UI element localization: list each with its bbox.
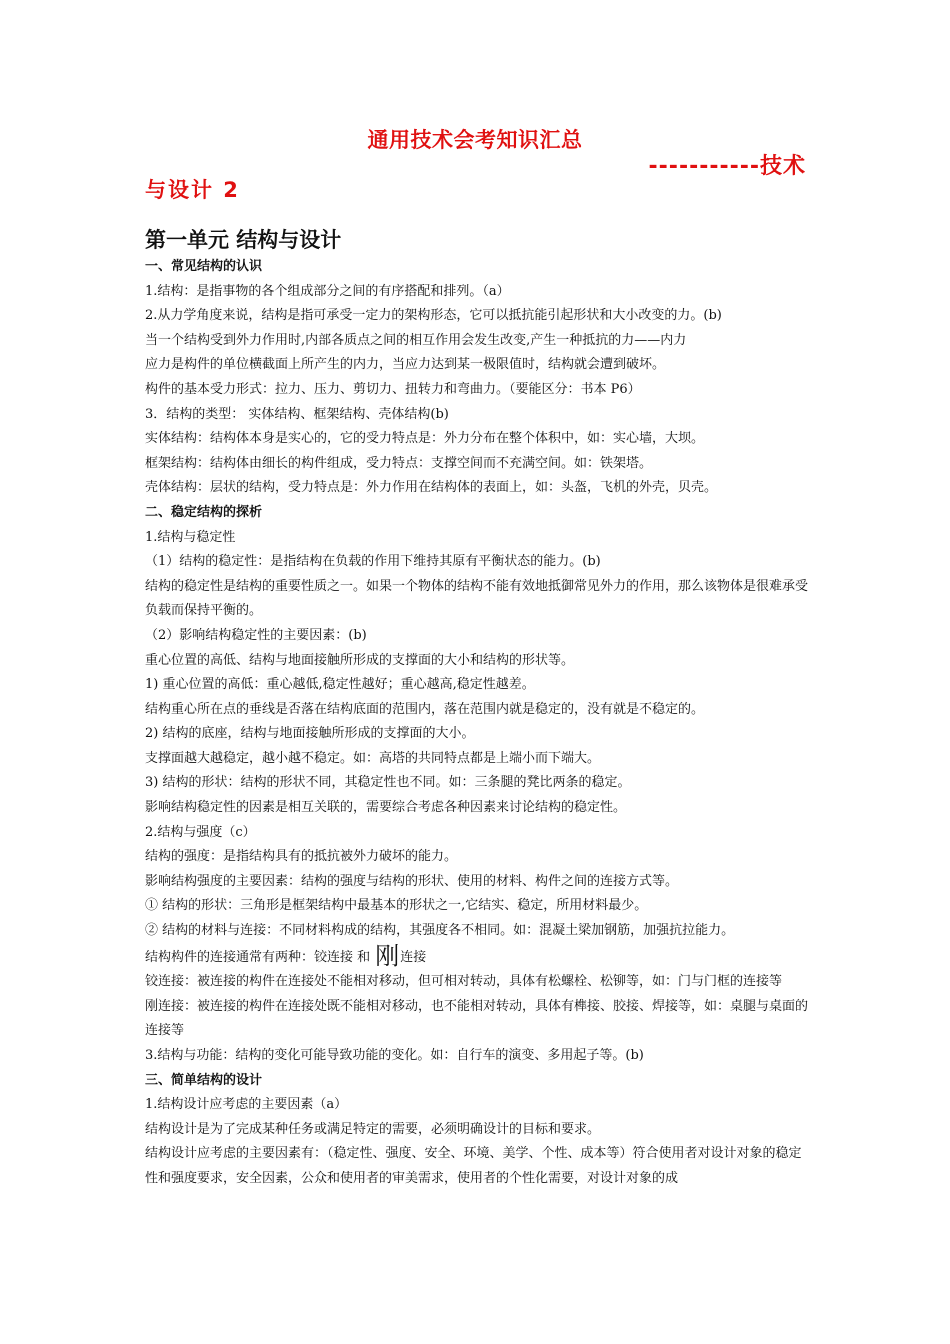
document-body: [145, 255, 810, 1192]
paragraph: 支撑面越大越稳定，越小越不稳定。如：高塔的共同特点都是上端小而下端大。: [145, 750, 601, 766]
document-subtitle-right: -----------技术: [648, 154, 806, 179]
paragraph: 2.从力学角度来说，结构是指可承受一定力的架构形态，它可以抵抗能引起形状和大小改变的力。(b): [145, 308, 722, 324]
paragraph: [145, 944, 810, 971]
paragraph: 3) 结构的形状：结构的形状不同，其稳定性也不同。如：三条腿的凳比两条的稳定。: [145, 775, 631, 791]
paragraph: 影响结构稳定性的因素是相互关联的，需要综合考虑各种因素来讨论结构的稳定性。: [145, 800, 627, 816]
emphasized-character: 刚: [375, 943, 400, 970]
paragraph: 结构设计应考虑的主要因素有：（稳定性、强度、安全、环境、美学、个性、成本等）符合使用者对设计对象的稳定性和强度要求，安全因素，公众和使用者的审美需求，使用者的个性化需要，对设计对象的成: [145, 1146, 802, 1186]
paragraph: （1）结构的稳定性：是指结构在负载的作用下维持其原有平衡状态的能力。(b): [145, 554, 601, 570]
paragraph: 结构的稳定性是结构的重要性质之一。如果一个物体的结构不能有效地抵御常见外力的作用，那么该物体是很难承受负载而保持平衡的。: [145, 578, 809, 619]
document-subtitle-left: 与设计 2: [145, 178, 240, 202]
document-title: 通用技术会考知识汇总: [367, 128, 583, 152]
paragraph: ② 结构的材料与连接：不同材料构成的结构，其强度各不相同。如：混凝土梁加钢筋，加强抗拉能力。: [145, 923, 735, 939]
section-heading: 一、常见结构的认识: [145, 259, 263, 274]
paragraph: 2.结构与强度（c）: [145, 824, 256, 840]
paragraph: 1) 重心位置的高低：重心越低,稳定性越好；重心越高,稳定性越差。: [145, 677, 535, 693]
paragraph: 影响结构强度的主要因素：结构的强度与结构的形状、使用的材料、构件之间的连接方式等。: [145, 873, 679, 889]
paragraph-text: 结构构件的连接通常有两种：铰连接 和: [145, 949, 375, 965]
paragraph: 3．结构的类型： 实体结构、框架结构、壳体结构(b): [145, 406, 449, 422]
paragraph: 1.结构设计应考虑的主要因素（a）: [145, 1097, 348, 1113]
paragraph: 铰连接：被连接的构件在连接处不能相对移动，但可相对转动，具体有松螺栓、松铆等，如：门与门框的连接等: [145, 974, 783, 990]
paragraph: （2）影响结构稳定性的主要因素：(b): [145, 627, 367, 643]
paragraph: 当一个结构受到外力作用时,内部各质点之间的相互作用会发生改变,产生一种抵抗的力——内力: [145, 332, 687, 348]
paragraph-text: 连接: [400, 949, 427, 965]
paragraph: ① 结构的形状：三角形是框架结构中最基本的形状之一,它结实、稳定，所用材料最少。: [145, 898, 648, 914]
section-heading: 二、稳定结构的探析: [145, 504, 263, 520]
paragraph: 1.结构：是指事物的各个组成部分之间的有序搭配和排列。（a）: [145, 283, 510, 299]
section-heading: 三、简单结构的设计: [145, 1072, 263, 1088]
paragraph: 应力是构件的单位横截面上所产生的内力，当应力达到某一极限值时，结构就会遭到破坏。: [145, 357, 666, 373]
unit-heading: 第一单元 结构与设计: [145, 228, 342, 252]
paragraph: 2) 结构的底座，结构与地面接触所形成的支撑面的大小。: [145, 726, 475, 742]
paragraph: 结构设计是为了完成某种任务或满足特定的需要，必须明确设计的目标和要求。: [145, 1121, 601, 1137]
paragraph: 3.结构与功能：结构的变化可能导致功能的变化。如：自行车的演变、多用起子等。(b): [145, 1048, 644, 1063]
paragraph: 结构重心所在点的垂线是否落在结构底面的范围内，落在范围内就是稳定的，没有就是不稳定的。: [145, 701, 705, 717]
paragraph: 结构的强度：是指结构具有的抵抗被外力破坏的能力。: [145, 849, 458, 865]
paragraph: 构件的基本受力形式：拉力、压力、剪切力、扭转力和弯曲力。（要能区分：书本 P6）: [145, 381, 641, 397]
paragraph: 框架结构：结构体由细长的构件组成，受力特点：支撑空间而不充满空间。如：铁架塔。: [145, 455, 653, 471]
paragraph: 刚连接：被连接的构件在连接处既不能相对移动，也不能相对转动，具体有榫接、胶接、焊接等，如：桌腿与桌面的连接等: [145, 998, 809, 1039]
paragraph: 重心位置的高低、结构与地面接触所形成的支撑面的大小和结构的形状等。: [145, 652, 575, 668]
paragraph: 壳体结构：层状的结构，受力特点是：外力作用在结构体的表面上，如：头盔，飞机的外壳，贝壳。: [145, 480, 718, 496]
paragraph: 实体结构：结构体本身是实心的，它的受力特点是：外力分布在整个体积中，如：实心墙，大坝。: [145, 431, 705, 447]
paragraph: 1.结构与稳定性: [145, 529, 236, 545]
